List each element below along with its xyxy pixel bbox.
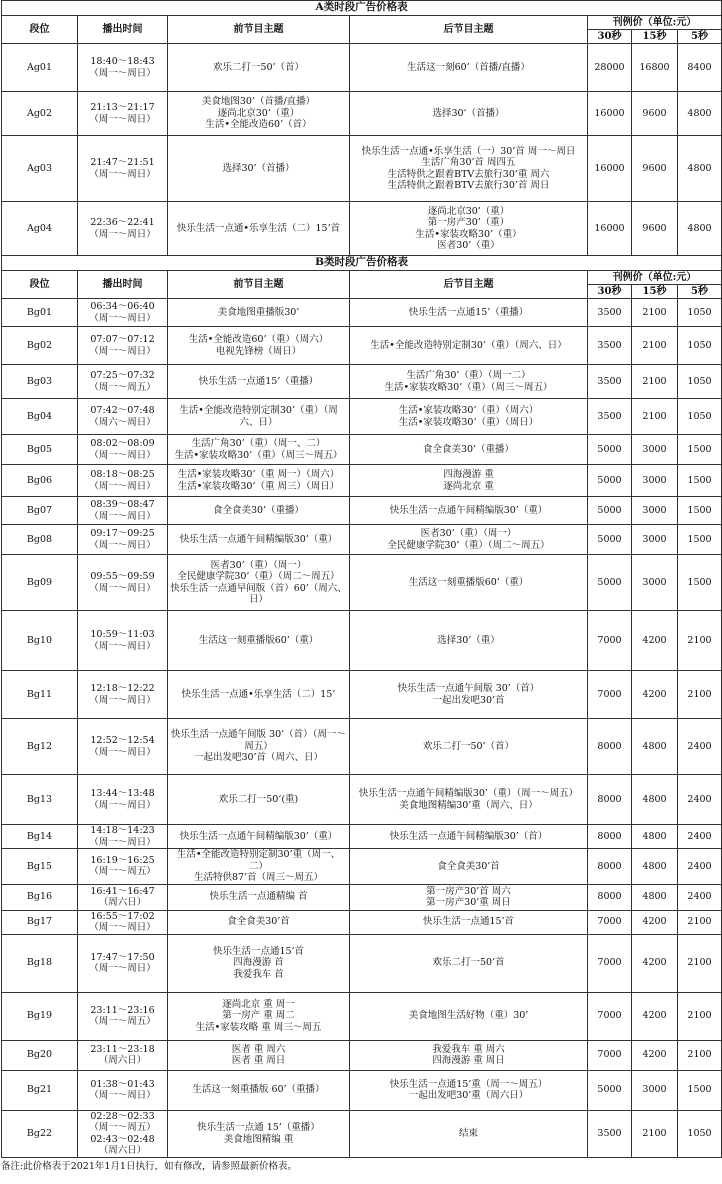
price-30s: 8000 bbox=[588, 775, 632, 825]
segment-code: Ag03 bbox=[2, 136, 78, 202]
price-15s: 2100 bbox=[632, 1110, 678, 1157]
price-15s: 4200 bbox=[632, 611, 678, 671]
price-5s: 2400 bbox=[678, 719, 722, 775]
prev-program: 医者30’（重）（周一） 全民健康学院30’（重）（周二～周五） 快乐生活一点通早间版（首）60’（周六、日） bbox=[168, 555, 350, 611]
price-15s: 2100 bbox=[632, 399, 678, 435]
next-program: 逐尚北京30’（重） 第一房产30’（重） 生活•家装攻略30’（重） 医者30’（重） bbox=[350, 202, 588, 256]
price-30s: 8000 bbox=[588, 849, 632, 885]
price-30s: 7000 bbox=[588, 934, 632, 992]
prev-program: 欢乐二打一50’（首） bbox=[168, 44, 350, 92]
table-row bbox=[2, 44, 722, 92]
segment-code: Bg14 bbox=[2, 825, 78, 849]
price-table bbox=[1, 0, 722, 1158]
price-30s: 3500 bbox=[588, 399, 632, 435]
price-15s: 4800 bbox=[632, 849, 678, 885]
prev-program: 快乐生活一点通午间版 30’（首）（周一～周五） 一起出发吧30’首（周六、日） bbox=[168, 719, 350, 775]
air-time: 17:47～17:50 （周一～周日） bbox=[78, 934, 168, 992]
header-segment: 段位 bbox=[2, 16, 78, 44]
price-30s: 7000 bbox=[588, 671, 632, 719]
price-5s: 2100 bbox=[678, 1040, 722, 1070]
price-5s: 8400 bbox=[678, 44, 722, 92]
header-segment: 段位 bbox=[2, 271, 78, 299]
air-time: 12:18～12:22 （周一～周日） bbox=[78, 671, 168, 719]
table-row bbox=[2, 719, 722, 775]
table-row bbox=[2, 775, 722, 825]
price-30s: 5000 bbox=[588, 555, 632, 611]
air-time: 02:28～02:33 （周一～周五） 02:43～02:48 （周六日） bbox=[78, 1110, 168, 1157]
header-s5: 5秒 bbox=[678, 30, 722, 44]
table-row bbox=[2, 1110, 722, 1157]
table-row bbox=[2, 497, 722, 525]
segment-code: Bg12 bbox=[2, 719, 78, 775]
price-30s: 28000 bbox=[588, 44, 632, 92]
price-30s: 8000 bbox=[588, 884, 632, 910]
price-5s: 1500 bbox=[678, 465, 722, 497]
price-30s: 16000 bbox=[588, 202, 632, 256]
price-15s: 4200 bbox=[632, 910, 678, 934]
prev-program: 快乐生活一点通•乐享生活（二）15’首 bbox=[168, 202, 350, 256]
air-time: 07:07～07:12 （周一～周日） bbox=[78, 327, 168, 365]
prev-program: 快乐生活一点通午间精编版30’（重） bbox=[168, 825, 350, 849]
table-row bbox=[2, 825, 722, 849]
segment-code: Bg09 bbox=[2, 555, 78, 611]
price-5s: 1500 bbox=[678, 525, 722, 555]
price-15s: 9600 bbox=[632, 136, 678, 202]
segment-code: Bg18 bbox=[2, 934, 78, 992]
price-5s: 1050 bbox=[678, 299, 722, 327]
header-price: 刊例价（单位:元） bbox=[588, 271, 722, 285]
next-program: 生活•家装攻略30’（重）（周六） 生活•家装攻略30’（重）（周日） bbox=[350, 399, 588, 435]
price-5s: 1500 bbox=[678, 1070, 722, 1110]
segment-code: Bg07 bbox=[2, 497, 78, 525]
price-15s: 2100 bbox=[632, 365, 678, 399]
segment-code: Bg03 bbox=[2, 365, 78, 399]
segment-code: Bg06 bbox=[2, 465, 78, 497]
segment-code: Ag01 bbox=[2, 44, 78, 92]
a-section-title: A类时段广告价格表 bbox=[2, 1, 722, 16]
table-row bbox=[2, 299, 722, 327]
air-time: 16:19～16:25 （周一～周五） bbox=[78, 849, 168, 885]
segment-code: Bg21 bbox=[2, 1070, 78, 1110]
prev-program: 美食地图30’（首播/直播） 逐尚北京30’（重） 生活•全能改造60’（首） bbox=[168, 92, 350, 136]
prev-program: 食全食美30’首 bbox=[168, 910, 350, 934]
table-row bbox=[2, 365, 722, 399]
header-s5: 5秒 bbox=[678, 285, 722, 299]
price-30s: 5000 bbox=[588, 497, 632, 525]
air-time: 08:02～08:09 （周一～周日） bbox=[78, 435, 168, 465]
price-15s: 16800 bbox=[632, 44, 678, 92]
air-time: 21:47～21:51 （周一～周日） bbox=[78, 136, 168, 202]
next-program: 生活•全能改造特别定制30’（重）（周六、日） bbox=[350, 327, 588, 365]
table-row bbox=[2, 1070, 722, 1110]
next-program: 欢乐二打一50’首 bbox=[350, 934, 588, 992]
price-15s: 2100 bbox=[632, 327, 678, 365]
segment-code: Bg13 bbox=[2, 775, 78, 825]
segment-code: Bg15 bbox=[2, 849, 78, 885]
segment-code: Ag04 bbox=[2, 202, 78, 256]
price-30s: 3500 bbox=[588, 327, 632, 365]
prev-program: 快乐生活一点通午间精编版30’（重） bbox=[168, 525, 350, 555]
table-row bbox=[2, 611, 722, 671]
segment-code: Bg17 bbox=[2, 910, 78, 934]
table-row bbox=[2, 1040, 722, 1070]
price-5s: 4800 bbox=[678, 202, 722, 256]
header-time: 播出时间 bbox=[78, 16, 168, 44]
header-s30: 30秒 bbox=[588, 30, 632, 44]
air-time: 13:44～13:48 （周一～周日） bbox=[78, 775, 168, 825]
price-30s: 5000 bbox=[588, 1070, 632, 1110]
next-program: 快乐生活一点通午间精编版30’（重） bbox=[350, 497, 588, 525]
air-time: 09:17～09:25 （周一～周日） bbox=[78, 525, 168, 555]
next-program: 快乐生活一点通15’首 bbox=[350, 910, 588, 934]
price-30s: 8000 bbox=[588, 825, 632, 849]
next-program: 选择30’（首播） bbox=[350, 92, 588, 136]
table-row bbox=[2, 465, 722, 497]
price-5s: 2100 bbox=[678, 934, 722, 992]
table-row bbox=[2, 327, 722, 365]
air-time: 10:59～11:03 （周一～周日） bbox=[78, 611, 168, 671]
prev-program: 生活这一刻重播版60’（重） bbox=[168, 611, 350, 671]
price-15s: 3000 bbox=[632, 555, 678, 611]
price-30s: 8000 bbox=[588, 719, 632, 775]
header-time: 播出时间 bbox=[78, 271, 168, 299]
price-5s: 2400 bbox=[678, 884, 722, 910]
price-5s: 1050 bbox=[678, 399, 722, 435]
prev-program: 生活这一刻重播版 60’（重播） bbox=[168, 1070, 350, 1110]
price-5s: 2100 bbox=[678, 671, 722, 719]
price-30s: 7000 bbox=[588, 992, 632, 1040]
prev-program: 医者 重 周六 医者 重 周日 bbox=[168, 1040, 350, 1070]
price-15s: 4800 bbox=[632, 775, 678, 825]
next-program: 快乐生活一点通午间精编版30’（首） bbox=[350, 825, 588, 849]
price-sheet bbox=[1, 0, 721, 1172]
table-row bbox=[2, 136, 722, 202]
price-15s: 4200 bbox=[632, 671, 678, 719]
price-15s: 9600 bbox=[632, 202, 678, 256]
prev-program: 生活•家装攻略30’（重 周一）（周六） 生活•家装攻略30’（重 周三）（周日） bbox=[168, 465, 350, 497]
price-30s: 7000 bbox=[588, 611, 632, 671]
prev-program: 生活•全能改造60’（重）（周六） 电视先锋榜（周日） bbox=[168, 327, 350, 365]
price-15s: 4800 bbox=[632, 825, 678, 849]
prev-program: 逐尚北京 重 周一 第一房产 重 周二 生活•家装攻略 重 周三～周五 bbox=[168, 992, 350, 1040]
next-program: 四海漫游 重 逐尚北京 重 bbox=[350, 465, 588, 497]
footer-note: 备注:此价格表于2021年1月1日执行，如有修改，请参照最新价格表。 bbox=[1, 1160, 297, 1172]
header-next: 后节目主题 bbox=[350, 271, 588, 299]
price-5s: 1050 bbox=[678, 327, 722, 365]
price-15s: 3000 bbox=[632, 497, 678, 525]
next-program: 生活这一刻重播版60’（重） bbox=[350, 555, 588, 611]
price-30s: 3500 bbox=[588, 1110, 632, 1157]
segment-code: Bg20 bbox=[2, 1040, 78, 1070]
header-price: 刊例价（单位:元） bbox=[588, 16, 722, 30]
price-5s: 2100 bbox=[678, 992, 722, 1040]
price-5s: 1500 bbox=[678, 497, 722, 525]
air-time: 06:34～06:40 （周一～周日） bbox=[78, 299, 168, 327]
air-time: 08:18～08:25 （周一～周日） bbox=[78, 465, 168, 497]
price-30s: 16000 bbox=[588, 92, 632, 136]
price-5s: 2400 bbox=[678, 825, 722, 849]
air-time: 16:41～16:47 （周六日） bbox=[78, 884, 168, 910]
price-15s: 4200 bbox=[632, 1040, 678, 1070]
header-s15: 15秒 bbox=[632, 30, 678, 44]
price-15s: 4200 bbox=[632, 934, 678, 992]
segment-code: Bg16 bbox=[2, 884, 78, 910]
price-15s: 9600 bbox=[632, 92, 678, 136]
next-program: 快乐生活一点通15’重（周一～周五） 一起出发吧30’重（周六日） bbox=[350, 1070, 588, 1110]
price-5s: 1500 bbox=[678, 555, 722, 611]
table-row bbox=[2, 435, 722, 465]
air-time: 01:38～01:43 （周一～周日） bbox=[78, 1070, 168, 1110]
next-program: 选择30’（重） bbox=[350, 611, 588, 671]
air-time: 14:18～14:23 （周一～周日） bbox=[78, 825, 168, 849]
header-s15: 15秒 bbox=[632, 285, 678, 299]
price-15s: 3000 bbox=[632, 465, 678, 497]
air-time: 23:11～23:16 （周一～周五） bbox=[78, 992, 168, 1040]
segment-code: Bg01 bbox=[2, 299, 78, 327]
prev-program: 生活•全能改造特别定制30’重（周一、二） 生活特供87’首（周三～周五） bbox=[168, 849, 350, 885]
price-15s: 3000 bbox=[632, 1070, 678, 1110]
air-time: 07:42～07:48 （周六～周日） bbox=[78, 399, 168, 435]
price-30s: 5000 bbox=[588, 465, 632, 497]
price-5s: 1050 bbox=[678, 1110, 722, 1157]
prev-program: 快乐生活一点通•乐享生活（二）15’ bbox=[168, 671, 350, 719]
price-30s: 5000 bbox=[588, 525, 632, 555]
table-row bbox=[2, 884, 722, 910]
table-row bbox=[2, 202, 722, 256]
next-program: 欢乐二打一50’（首） bbox=[350, 719, 588, 775]
table-row bbox=[2, 555, 722, 611]
table-row bbox=[2, 992, 722, 1040]
segment-code: Bg05 bbox=[2, 435, 78, 465]
air-time: 23:11～23:18 （周六日） bbox=[78, 1040, 168, 1070]
header-s30: 30秒 bbox=[588, 285, 632, 299]
price-5s: 4800 bbox=[678, 136, 722, 202]
header-prev: 前节目主题 bbox=[168, 271, 350, 299]
price-15s: 3000 bbox=[632, 525, 678, 555]
prev-program: 欢乐二打一50’(重) bbox=[168, 775, 350, 825]
air-time: 12:52～12:54 （周一～周日） bbox=[78, 719, 168, 775]
air-time: 07:25～07:32 （周一～周五） bbox=[78, 365, 168, 399]
air-time: 21:13～21:17 （周一～周日） bbox=[78, 92, 168, 136]
price-30s: 3500 bbox=[588, 365, 632, 399]
air-time: 08:39～08:47 （周一～周日） bbox=[78, 497, 168, 525]
next-program: 生活广角30’（重）（周一二） 生活•家装攻略30’（重）（周三～周五） bbox=[350, 365, 588, 399]
next-program: 食全食美30’（重播） bbox=[350, 435, 588, 465]
next-program: 医者30’（重）（周一） 全民健康学院30’（重）（周二～周五） bbox=[350, 525, 588, 555]
prev-program: 生活广角30’（重）（周一、二） 生活•家装攻略30’（重）（周三～周五） bbox=[168, 435, 350, 465]
table-row bbox=[2, 671, 722, 719]
segment-code: Ag02 bbox=[2, 92, 78, 136]
next-program: 食全食美30’首 bbox=[350, 849, 588, 885]
prev-program: 快乐生活一点通15’（重播） bbox=[168, 365, 350, 399]
table-row bbox=[2, 92, 722, 136]
price-5s: 2400 bbox=[678, 849, 722, 885]
prev-program: 快乐生活一点通精编 首 bbox=[168, 884, 350, 910]
header-next: 后节目主题 bbox=[350, 16, 588, 44]
prev-program: 美食地图重播版30’ bbox=[168, 299, 350, 327]
table-row bbox=[2, 525, 722, 555]
segment-code: Bg04 bbox=[2, 399, 78, 435]
air-time: 09:55～09:59 （周一～周日） bbox=[78, 555, 168, 611]
price-15s: 2100 bbox=[632, 299, 678, 327]
price-15s: 4200 bbox=[632, 992, 678, 1040]
price-30s: 5000 bbox=[588, 435, 632, 465]
next-program: 第一房产30’首 周六 第一房产30’重 周日 bbox=[350, 884, 588, 910]
segment-code: Bg11 bbox=[2, 671, 78, 719]
segment-code: Bg08 bbox=[2, 525, 78, 555]
price-5s: 1500 bbox=[678, 435, 722, 465]
next-program: 快乐生活一点通•乐享生活（一）30’首 周一～周日 生活广角30’首 周四五 生活特供之跟着BTV去旅行30’重 周六 生活特供之跟着BTV去旅行30’首 周日 bbox=[350, 136, 588, 202]
next-program: 生活这一刻60’（首播/直播） bbox=[350, 44, 588, 92]
price-5s: 4800 bbox=[678, 92, 722, 136]
air-time: 22:36～22:41 （周一～周日） bbox=[78, 202, 168, 256]
price-30s: 16000 bbox=[588, 136, 632, 202]
b-section-title: B类时段广告价格表 bbox=[2, 256, 722, 271]
table-row bbox=[2, 849, 722, 885]
next-program: 我爱我车 重 周六 四海漫游 重 周日 bbox=[350, 1040, 588, 1070]
table-row bbox=[2, 910, 722, 934]
next-program: 结束 bbox=[350, 1110, 588, 1157]
price-15s: 4800 bbox=[632, 719, 678, 775]
next-program: 快乐生活一点通午间精编版30’（重）（周一～周五） 美食地图精编30’重（周六、日） bbox=[350, 775, 588, 825]
prev-program: 食全食美30’（重播） bbox=[168, 497, 350, 525]
price-5s: 2100 bbox=[678, 910, 722, 934]
segment-code: Bg10 bbox=[2, 611, 78, 671]
price-30s: 7000 bbox=[588, 1040, 632, 1070]
price-5s: 2100 bbox=[678, 611, 722, 671]
price-15s: 3000 bbox=[632, 435, 678, 465]
prev-program: 选择30’（首播） bbox=[168, 136, 350, 202]
next-program: 美食地图生活好物（重）30’ bbox=[350, 992, 588, 1040]
prev-program: 快乐生活一点通 15’（重播） 美食地图精编 重 bbox=[168, 1110, 350, 1157]
segment-code: Bg02 bbox=[2, 327, 78, 365]
prev-program: 快乐生活一点通15’首 四海漫游 首 我爱我车 首 bbox=[168, 934, 350, 992]
price-15s: 4800 bbox=[632, 884, 678, 910]
price-5s: 1050 bbox=[678, 365, 722, 399]
price-5s: 2400 bbox=[678, 775, 722, 825]
segment-code: Bg19 bbox=[2, 992, 78, 1040]
next-program: 快乐生活一点通15’（重播） bbox=[350, 299, 588, 327]
price-30s: 7000 bbox=[588, 910, 632, 934]
table-row bbox=[2, 399, 722, 435]
header-prev: 前节目主题 bbox=[168, 16, 350, 44]
air-time: 16:55～17:02 （周一～周日） bbox=[78, 910, 168, 934]
segment-code: Bg22 bbox=[2, 1110, 78, 1157]
air-time: 18:40～18:43 （周一～周日） bbox=[78, 44, 168, 92]
table-row bbox=[2, 934, 722, 992]
price-30s: 3500 bbox=[588, 299, 632, 327]
next-program: 快乐生活一点通午间版 30’（首） 一起出发吧30’首 bbox=[350, 671, 588, 719]
prev-program: 生活•全能改造特别定制30’（重）（周六、日） bbox=[168, 399, 350, 435]
